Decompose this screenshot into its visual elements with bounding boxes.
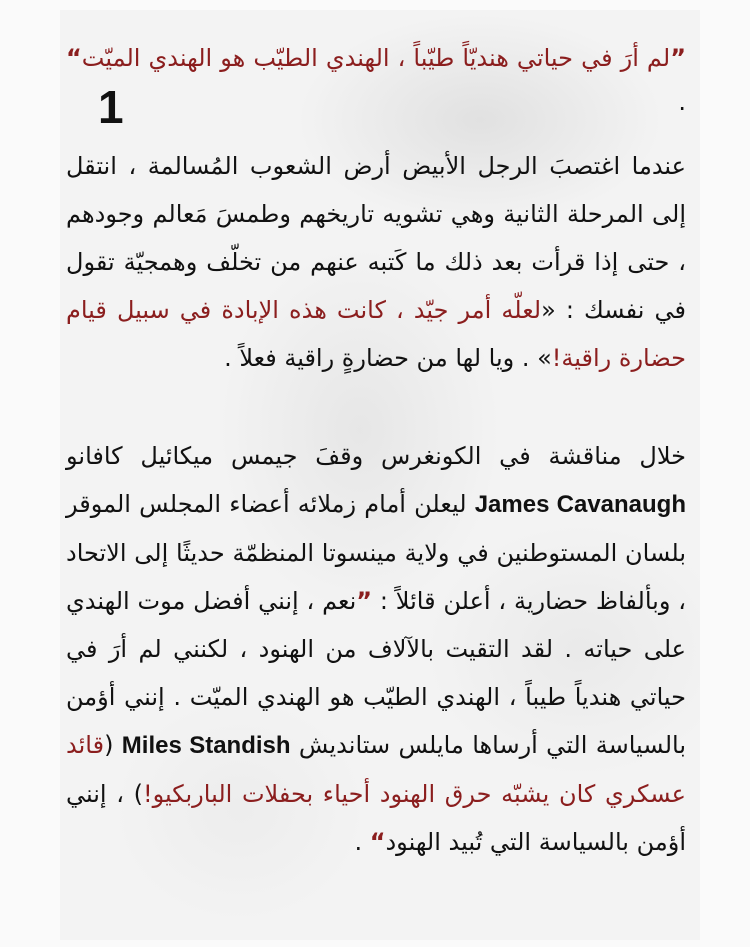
para2-part1: خلال مناقشة في الكونغرس وقفَ جيمس ميكائيل كافانو (66, 442, 686, 470)
top-quote-text: لم أرَ في حياتي هنديّاً طيّباً ، الهندي الطيّب هو الهندي الميّت (81, 44, 671, 72)
para1-highlight: لعلّه أمر جيّد ، كانت هذه الإبادة في سبيل قيام حضارة راقية! (66, 296, 686, 372)
para2-quote1: نعم ، إنني أفضل موت الهندي على حياته . لقد التقيت بالآلاف من الهنود ، لكنني لم أرَ في حياتي هندياً طيباً ، الهندي الطيّب هو الهندي الميّت . إنني أؤمن بالسياسة التي أرساها مايلس ستانديش (66, 587, 687, 759)
paragraph-1 (66, 142, 686, 382)
top-quote-end: . (678, 88, 686, 116)
paragraph-2 (66, 432, 686, 866)
name-james-cavanaugh: James Cavanaugh (474, 491, 686, 518)
name-miles-standish: Miles Standish (121, 732, 291, 759)
para1-outro: » . ويا لها من حضارةٍ راقية فعلاً . (224, 344, 552, 372)
para2-part2: ليعلن أمام زملائه أعضاء المجلس الموقر بلسان المستوطنين في ولاية مينسوتا المنظمّة حديثًا إلى الاتحاد ، وبألفاظ حضارية ، أعلن قائلاً : (66, 490, 686, 615)
para2-note: قائد عسكري كان يشبّه حرق الهنود أحياء بحفلات الباربكيو! (66, 731, 686, 808)
para1-intro: عندما اغتصبَ الرجل الأبيض أرض الشعوب المُسالمة ، انتقل إلى المرحلة الثانية وهي تشويه تاريخهم وطمسَ مَعالم وجودهم ، حتى إذا قرأت بعد ذلك ما كَتبه عنهم من تخلّف وهمجيّة تقول في نفسك : « (66, 152, 686, 324)
para2-end: . (354, 828, 370, 856)
quote-open-mark: ” (670, 44, 686, 72)
top-quote (66, 36, 686, 124)
quote-close-mark: “ (66, 44, 82, 72)
quote-open-mark-2: ” (356, 587, 373, 615)
quote-close-mark-2: “ (369, 828, 386, 856)
section-number: 1 (98, 81, 124, 133)
para2-paren-open: ( (104, 731, 122, 759)
para2-paren-close: ) ، إنني أؤمن بالسياسة التي تُبيد الهنود (66, 780, 686, 856)
